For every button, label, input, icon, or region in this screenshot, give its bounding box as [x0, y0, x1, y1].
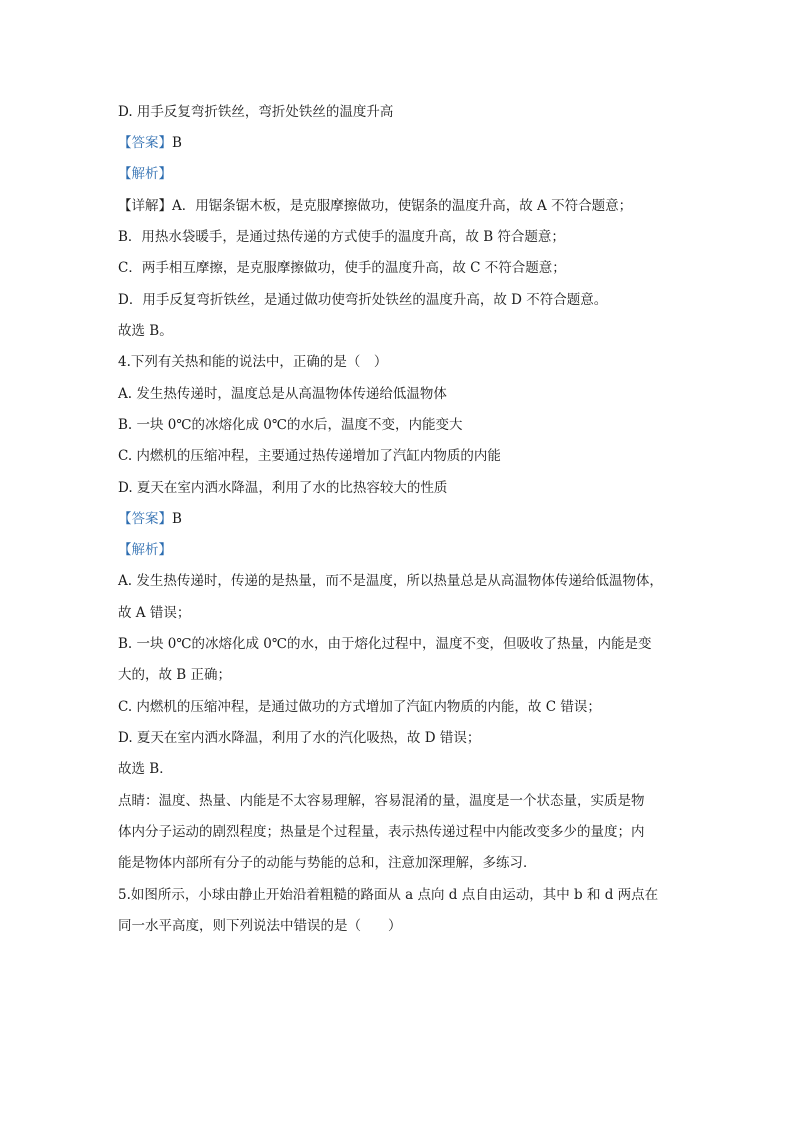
q5-stem-1: 5.如图所示，小球由静止开始沿着粗糙的路面从 a 点向 d 点自由运动，其中 b 和 d 两点在 [118, 887, 659, 903]
q4-comment-1: 点睛：温度、热量、内能是不太容易理解，容易混淆的量，温度是一个状态量，实质是物 [118, 793, 645, 809]
q4-explanation-d: D. 夏天在室内洒水降温，利用了水的汽化吸热，故 D 错误； [118, 730, 481, 746]
q5-stem-2: 同一水平高度，则下列说法中错误的是（ ） [118, 918, 402, 934]
q4-answer-line [118, 509, 718, 529]
q4-option-c: C. 内燃机的压缩冲程，主要通过热传递增加了汽缸内物质的内能 [118, 448, 501, 464]
detail-tag: 【详解】 [118, 198, 172, 214]
q3-detail-c: C．两手相互摩擦，是克服摩擦做功，使手的温度升高，故 C 不符合题意； [118, 260, 566, 276]
answer-tag: 【答案】 [118, 135, 172, 151]
q4-option-d: D. 夏天在室内洒水降温，利用了水的比热容较大的性质 [118, 480, 448, 496]
q4-explanation-c: C. 内燃机的压缩冲程，是通过做功的方式增加了汽缸内物质的内能，故 C 错误； [118, 699, 601, 715]
q4-conclusion: 故选 B． [118, 761, 173, 777]
q4-stem: 4.下列有关热和能的说法中，正确的是（ ） [118, 354, 388, 370]
q4-explanation-b-2: 大的，故 B 正确； [118, 667, 232, 683]
q3-conclusion: 故选 B。 [118, 323, 173, 339]
answer-value: B [172, 135, 182, 151]
q4-option-b: B. 一块 0℃的冰熔化成 0℃的水后，温度不变，内能变大 [118, 417, 463, 433]
q3-detail-a [118, 196, 718, 216]
q4-explanation-a-2: 故 A 错误； [118, 605, 191, 621]
answer-value: B [172, 511, 182, 527]
q3-answer-line [118, 133, 718, 153]
q4-comment-3: 能是物体内部所有分子的动能与势能的总和，注意加深理解，多练习． [118, 855, 537, 871]
q4-analysis-tag: 【解析】 [118, 542, 172, 558]
q3-detail-d: D．用手反复弯折铁丝，是通过做功使弯折处铁丝的温度升高，故 D 不符合题意。 [118, 292, 608, 308]
answer-tag: 【答案】 [118, 511, 172, 527]
q3-detail-b: B．用热水袋暖手，是通过热传递的方式使手的温度升高，故 B 符合题意； [118, 229, 565, 245]
q4-explanation-b-1: B. 一块 0℃的冰熔化成 0℃的水，由于熔化过程中，温度不变，但吸收了热量，内能是变 [118, 636, 652, 652]
detail-a-text: A．用锯条锯木板，是克服摩擦做功，使锯条的温度升高，故 A 不符合题意； [172, 198, 633, 214]
q3-analysis-tag: 【解析】 [118, 166, 172, 182]
q4-explanation-a-1: A. 发生热传递时，传递的是热量，而不是温度，所以热量总是从高温物体传递给低温物体， [118, 573, 663, 589]
q4-comment-2: 体内分子运动的剧烈程度；热量是个过程量，表示热传递过程中内能改变多少的量度；内 [118, 824, 645, 840]
q4-option-a: A. 发生热传递时，温度总是从高温物体传递给低温物体 [118, 386, 447, 402]
q3-option-d: D. 用手反复弯折铁丝，弯折处铁丝的温度升高 [118, 104, 394, 120]
